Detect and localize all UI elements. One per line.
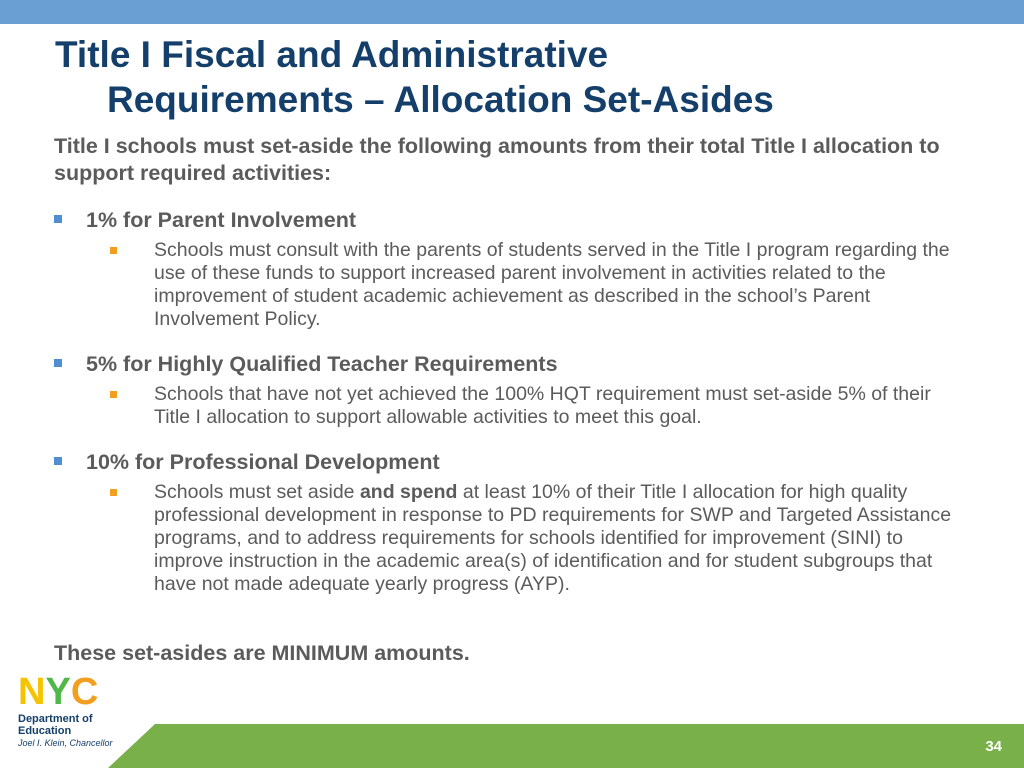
logo-letter-y: Y	[45, 671, 69, 713]
title-line-1: Title I Fiscal and Administrative	[55, 34, 609, 75]
sub-bullet-text: Schools that have not yet achieved the 100% HQT requirement must set-aside 5% of their Title I allocation to support allowable activities to meet this goal.	[154, 383, 931, 428]
square-bullet-icon	[54, 215, 62, 223]
square-bullet-icon	[54, 359, 62, 367]
department-line-2: Education	[18, 725, 72, 737]
sub-bullet-text	[154, 481, 960, 596]
detail-part-1: Schools must set aside	[154, 481, 360, 503]
bullet-heading: 1% for Parent Involvement	[86, 208, 357, 232]
sub-bullet-text: Schools must consult with the parents of students served in the Title I program regarding the use of these funds to support increased parent involvement in activities related to the improvement of student academic achievement as described in the school’s Parent Involvement Policy.	[154, 239, 950, 330]
closing-statement: These set-asides are MINIMUM amounts.	[54, 641, 470, 665]
sub-bullet-parent-involvement	[110, 239, 960, 331]
square-bullet-icon	[110, 247, 117, 254]
nyc-wordmark	[18, 671, 128, 713]
footer-band-shape	[0, 724, 1024, 768]
bullet-heading: 10% for Professional Development	[86, 450, 440, 474]
page-number: 34	[985, 738, 1002, 755]
intro-text: Title I schools must set-aside the following amounts from their total Title I allocation to support required activities:	[54, 134, 940, 185]
footer-band	[0, 724, 1024, 768]
sub-bullet-professional-development	[110, 481, 960, 596]
square-bullet-icon	[110, 489, 117, 496]
detail-part-2: at least 10% of their Title I allocation for high quality professional development in response to PD requirements for SWP and Targeted Assistance programs, and to address requirements for schools identified for improvement (SINI) to improve instruction in the academic area(s) of identification and for student subgroups that have not made adequate yearly progress (AYP).	[154, 481, 952, 595]
logo-letter-c: C	[70, 671, 97, 713]
top-accent-bar	[0, 0, 1024, 24]
square-bullet-icon	[110, 391, 117, 398]
logo-letter-n: N	[18, 671, 44, 713]
chancellor-line: Joel I. Klein, Chancellor	[18, 738, 113, 748]
slide-title	[55, 32, 955, 122]
square-bullet-icon	[54, 457, 62, 465]
detail-emphasis: and spend	[359, 481, 458, 503]
title-line-2: Requirements – Allocation Set-Asides	[107, 79, 774, 120]
sub-bullet-hqt	[110, 383, 960, 429]
bullet-heading: 5% for Highly Qualified Teacher Requirements	[86, 352, 558, 376]
department-line-1: Department of	[18, 713, 93, 725]
